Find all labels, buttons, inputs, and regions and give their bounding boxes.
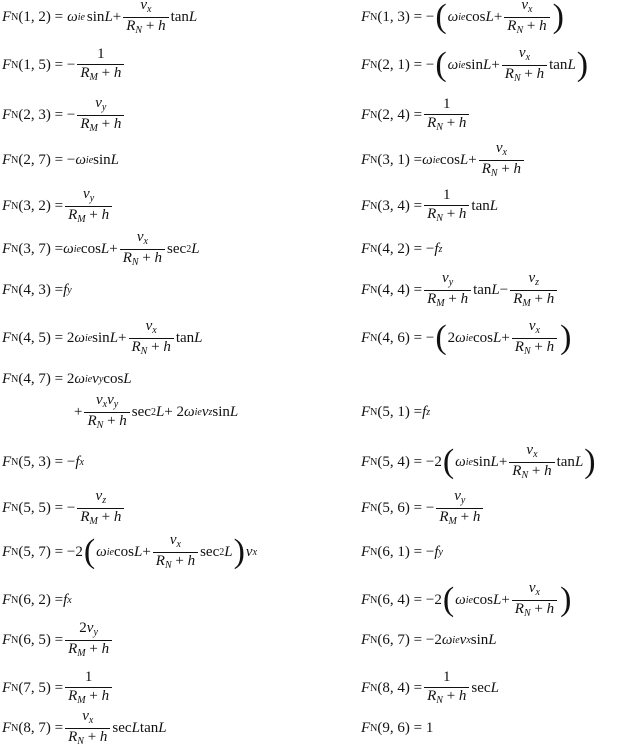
equation-e18: + $\frac{v_xv_y}{R_N + h}$ sec 2 L + 2 ω ie v z sin L bbox=[74, 392, 239, 431]
equation-e28: F N (6, 5) = $\frac{2v_y}{R_M + h}$ bbox=[2, 620, 114, 660]
equation-e25: F N (6, 1) = − f y bbox=[361, 543, 443, 560]
equation-e16: F N (4, 6) = − ( 2 ω ie cos L + $\frac{v_x}{R_N + h}$ ) bbox=[361, 318, 572, 357]
equation-e29: F N (6, 7) = −2 ω ie v x sin L bbox=[361, 631, 497, 648]
equation-e24: F N (5, 7) = −2 ( ω ie cos L + $\frac{v_x}{R_N + h}$ sec 2 L ) v x bbox=[2, 532, 258, 571]
equation-e31: F N (8, 4) = $\frac{1}{R_N + h}$ sec L bbox=[361, 668, 499, 706]
equation-e33: F N (9, 6) = 1 bbox=[361, 719, 434, 736]
equation-e19: F N (5, 1) = f z bbox=[361, 403, 431, 420]
equation-e17: F N (4, 7) = 2 ω ie v y cos L bbox=[2, 370, 132, 387]
equation-e6: F N (2, 4) = $\frac{1}{R_N + h}$ bbox=[361, 95, 471, 135]
equation-e2: F N (1, 3) = − ( ω ie cos L + $\frac{v_x}{R_N + h}$ ) bbox=[361, 0, 564, 36]
equation-e3: F N (1, 5) = − $\frac{1}{R_M + h}$ bbox=[2, 45, 126, 85]
equation-e30: F N (7, 5) = $\frac{1}{R_M + h}$ bbox=[2, 668, 114, 708]
equation-e5: F N (2, 3) = − $\frac{v_y}{R_M + h}$ bbox=[2, 95, 126, 135]
equation-e1: F N (1, 2) = ω ie sin L + $\frac{v_x}{R_N + h}$ tan L bbox=[2, 0, 198, 36]
equation-e20: F N (5, 3) = − f x bbox=[2, 453, 84, 470]
equation-e27: F N (6, 4) = −2 ( ω ie cos L + $\frac{v_x}{R_N + h}$ ) bbox=[361, 580, 572, 619]
equation-e21: F N (5, 4) = −2 ( ω ie sin L + $\frac{v_x}{R_N + h}$ tan L ) bbox=[361, 442, 596, 481]
equation-e10: F N (3, 4) = $\frac{1}{R_N + h}$ tan L bbox=[361, 186, 499, 224]
equation-e4: F N (2, 1) = − ( ω ie sin L + $\frac{v_x}{R_N + h}$ tan L ) bbox=[361, 45, 589, 84]
equation-e23: F N (5, 6) = − $\frac{v_y}{R_M + h}$ bbox=[361, 488, 485, 528]
equation-e13: F N (4, 3) = f y bbox=[2, 281, 72, 298]
equation-e11: F N (3, 7) = ω ie cos L + $\frac{v_x}{R_N + h}$ sec 2 L bbox=[2, 229, 200, 268]
equation-e9: F N (3, 2) = $\frac{v_y}{R_M + h}$ bbox=[2, 186, 114, 226]
equation-e26: F N (6, 2) = f x bbox=[2, 591, 72, 608]
equation-e22: F N (5, 5) = − $\frac{v_z}{R_M + h}$ bbox=[2, 488, 126, 528]
equation-e32: F N (8, 7) = $\frac{v_x}{R_N + h}$ sec L tan L bbox=[2, 708, 167, 747]
equation-e12: F N (4, 2) = − f z bbox=[361, 240, 443, 257]
equation-e8: F N (3, 1) = ω ie cos L + $\frac{v_x}{R_N + h}$ bbox=[361, 140, 526, 180]
equation-e15: F N (4, 5) = 2 ω ie sin L + $\frac{v_x}{R_N + h}$ tan L bbox=[2, 318, 203, 357]
equation-e7: F N (2, 7) = − ω ie sin L bbox=[2, 151, 119, 168]
equation-e14: F N (4, 4) = $\frac{v_y}{R_M + h}$ tan L − $\frac{v_z}{R_M + h}$ bbox=[361, 270, 559, 310]
